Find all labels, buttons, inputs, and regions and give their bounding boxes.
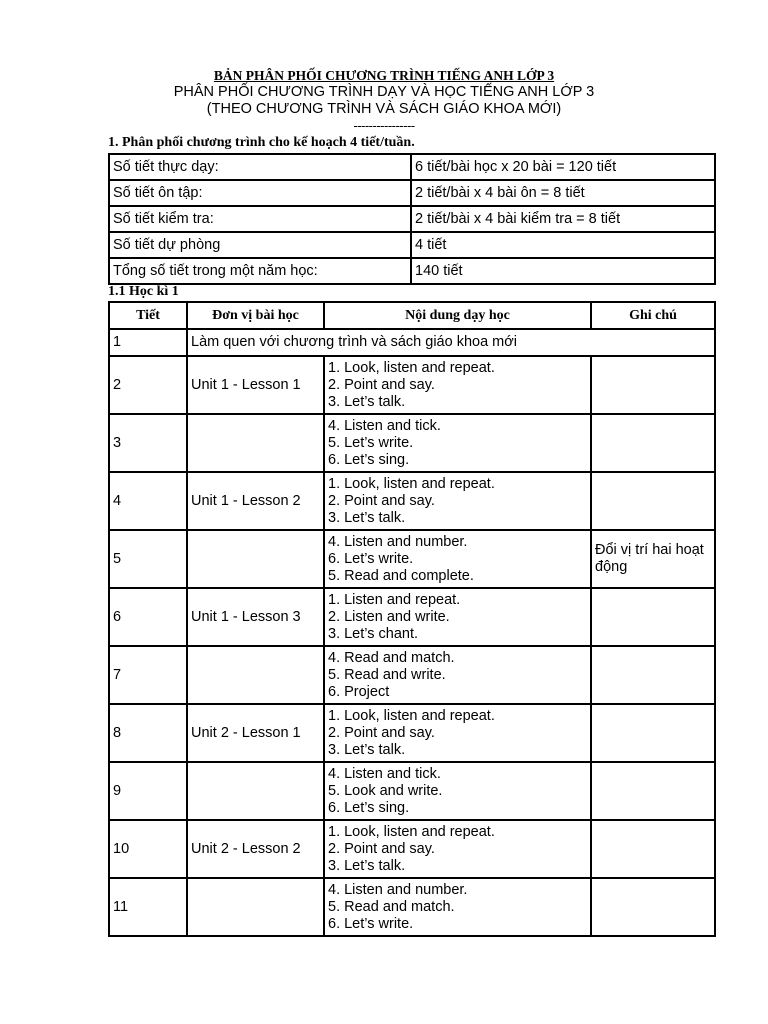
- plan-label-cell: Số tiết kiểm tra:: [109, 206, 411, 232]
- activity-line: 4. Listen and number.: [328, 881, 468, 898]
- activity-line: 6. Let’s sing.: [328, 799, 410, 816]
- content-cell: [324, 820, 591, 878]
- activity-line: 6. Let’s write.: [328, 915, 414, 932]
- schedule-row: [109, 588, 715, 646]
- plan-value-cell: 4 tiết: [411, 232, 715, 258]
- unit-cell: Unit 2 - Lesson 2: [187, 820, 324, 878]
- activity-line: 1. Look, listen and repeat.: [328, 707, 495, 724]
- plan-row: [109, 232, 715, 258]
- period-cell: 8: [109, 704, 187, 762]
- activity-line: 3. Let’s talk.: [328, 857, 406, 874]
- content-cell: [324, 414, 591, 472]
- content-cell: [324, 878, 591, 936]
- section-heading-plan: 1. Phân phối chương trình cho kế hoạch 4 tiết/tuần.: [108, 135, 415, 150]
- activity-line: 4. Read and match.: [328, 649, 455, 666]
- note-cell: Đổi vị trí hai hoạt động: [591, 530, 715, 588]
- plan-value-cell: 140 tiết: [411, 258, 715, 284]
- period-cell: 9: [109, 762, 187, 820]
- note-cell: [591, 356, 715, 414]
- activity-line: 2. Point and say.: [328, 492, 435, 509]
- period-cell: 11: [109, 878, 187, 936]
- column-header-note: Ghi chú: [591, 302, 715, 329]
- activity-line: 3. Let’s chant.: [328, 625, 419, 642]
- activity-line: 2. Point and say.: [328, 840, 435, 857]
- plan-label-cell: Số tiết dự phòng: [109, 232, 411, 258]
- activity-line: 6. Let’s write.: [328, 550, 414, 567]
- unit-cell: [187, 530, 324, 588]
- schedule-header-row: [109, 302, 715, 329]
- activity-line: 1. Listen and repeat.: [328, 591, 461, 608]
- schedule-row: [109, 530, 715, 588]
- content-cell: [324, 646, 591, 704]
- period-cell: 6: [109, 588, 187, 646]
- unit-cell: [187, 414, 324, 472]
- plan-value-cell: 6 tiết/bài học x 20 bài = 120 tiết: [411, 154, 715, 180]
- activity-line: 3. Let’s talk.: [328, 741, 406, 758]
- activity-line: 5. Let’s write.: [328, 434, 414, 451]
- activity-line: 2. Listen and write.: [328, 608, 450, 625]
- note-cell: [591, 878, 715, 936]
- unit-cell: [187, 646, 324, 704]
- activity-line: 3. Let’s talk.: [328, 393, 406, 410]
- plan-row: [109, 180, 715, 206]
- plan-label-cell: Số tiết ôn tập:: [109, 180, 411, 206]
- document-note: (THEO CHƯƠNG TRÌNH VÀ SÁCH GIÁO KHOA MỚI): [206, 101, 562, 117]
- content-cell: [324, 762, 591, 820]
- column-header-period: Tiết: [109, 302, 187, 329]
- schedule-row: [109, 704, 715, 762]
- schedule-row: [109, 878, 715, 936]
- unit-cell: [187, 878, 324, 936]
- content-cell: [324, 356, 591, 414]
- content-cell: [324, 704, 591, 762]
- activity-line: 5. Read and match.: [328, 898, 455, 915]
- intro-text-cell: Làm quen với chương trình và sách giáo khoa mới: [187, 329, 715, 356]
- plan-row: [109, 206, 715, 232]
- plan-table: [108, 153, 716, 285]
- content-cell: [324, 472, 591, 530]
- activity-line: 5. Read and write.: [328, 666, 446, 683]
- plan-value-cell: 2 tiết/bài x 4 bài ôn = 8 tiết: [411, 180, 715, 206]
- activity-line: 3. Let’s talk.: [328, 509, 406, 526]
- period-cell: 2: [109, 356, 187, 414]
- column-header-unit: Đơn vị bài học: [187, 302, 324, 329]
- content-cell: [324, 588, 591, 646]
- activity-line: 4. Listen and number.: [328, 533, 468, 550]
- note-cell: [591, 472, 715, 530]
- unit-cell: [187, 762, 324, 820]
- plan-row: [109, 258, 715, 284]
- unit-cell: Unit 1 - Lesson 3: [187, 588, 324, 646]
- schedule-row: [109, 646, 715, 704]
- divider-line: ----------------: [353, 118, 415, 133]
- plan-label-cell: Tổng số tiết trong một năm học:: [109, 258, 411, 284]
- plan-row: [109, 154, 715, 180]
- activity-line: 2. Point and say.: [328, 376, 435, 393]
- document-subtitle: PHÂN PHỐI CHƯƠNG TRÌNH DẠY VÀ HỌC TIẾNG ANH LỚP 3: [173, 84, 595, 100]
- activity-line: 1. Look, listen and repeat.: [328, 823, 495, 840]
- document-title: BẢN PHÂN PHỐI CHƯƠNG TRÌNH TIẾNG ANH LỚP 3: [213, 68, 555, 83]
- period-cell: 5: [109, 530, 187, 588]
- schedule-intro-row: [109, 329, 715, 356]
- activity-line: 1. Look, listen and repeat.: [328, 359, 495, 376]
- column-header-content: Nội dung dạy học: [324, 302, 591, 329]
- note-cell: [591, 704, 715, 762]
- schedule-row: [109, 356, 715, 414]
- period-cell: 3: [109, 414, 187, 472]
- period-cell: 1: [109, 329, 187, 356]
- period-cell: 10: [109, 820, 187, 878]
- unit-cell: Unit 2 - Lesson 1: [187, 704, 324, 762]
- plan-value-cell: 2 tiết/bài x 4 bài kiểm tra = 8 tiết: [411, 206, 715, 232]
- plan-label-cell: Số tiết thực dạy:: [109, 154, 411, 180]
- note-cell: [591, 414, 715, 472]
- activity-line: 6. Let’s sing.: [328, 451, 410, 468]
- activity-line: 5. Look and write.: [328, 782, 443, 799]
- content-cell: [324, 530, 591, 588]
- schedule-row: [109, 414, 715, 472]
- activity-line: 4. Listen and tick.: [328, 765, 441, 782]
- activity-line: 1. Look, listen and repeat.: [328, 475, 495, 492]
- note-cell: [591, 820, 715, 878]
- activity-line: 2. Point and say.: [328, 724, 435, 741]
- note-cell: [591, 762, 715, 820]
- activity-line: 4. Listen and tick.: [328, 417, 441, 434]
- schedule-row: [109, 820, 715, 878]
- note-cell: [591, 646, 715, 704]
- activity-line: 5. Read and complete.: [328, 567, 474, 584]
- unit-cell: Unit 1 - Lesson 2: [187, 472, 324, 530]
- section-heading-semester: 1.1 Học kì 1: [108, 284, 179, 299]
- activity-line: 6. Project: [328, 683, 390, 700]
- period-cell: 7: [109, 646, 187, 704]
- note-cell: [591, 588, 715, 646]
- schedule-table: [108, 301, 716, 937]
- period-cell: 4: [109, 472, 187, 530]
- unit-cell: Unit 1 - Lesson 1: [187, 356, 324, 414]
- schedule-row: [109, 762, 715, 820]
- schedule-row: [109, 472, 715, 530]
